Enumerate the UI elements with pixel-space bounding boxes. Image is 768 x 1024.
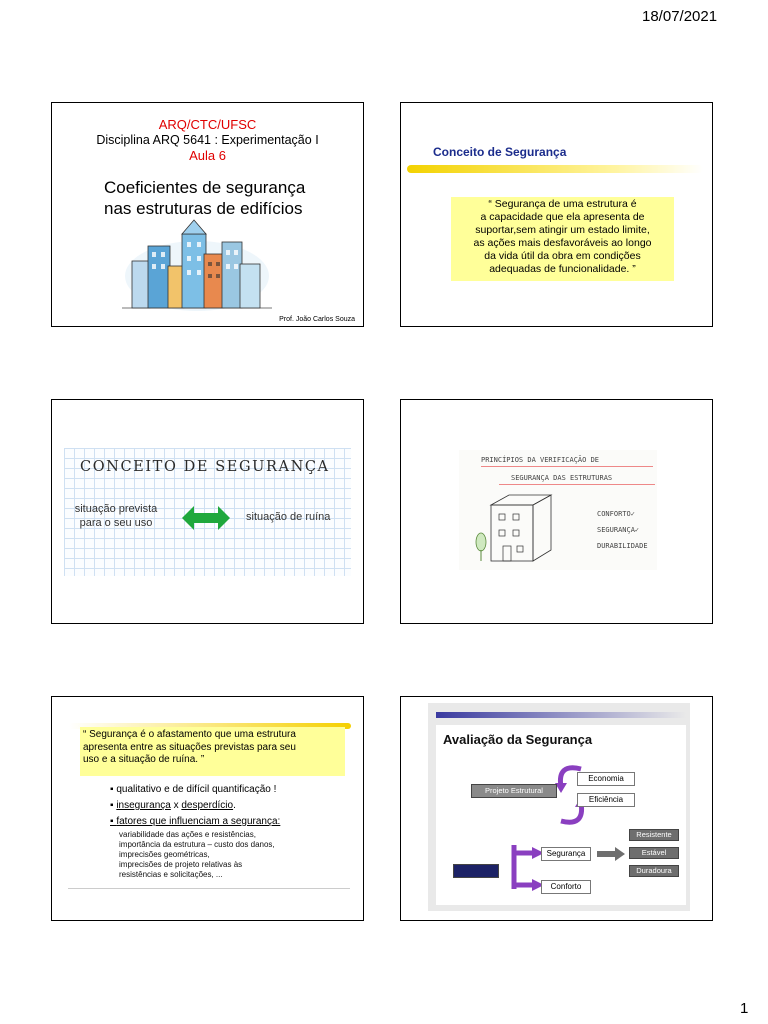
bullet-icon: ▪ — [110, 784, 117, 795]
sketch-item-durability: DURABILIDADE — [597, 542, 648, 550]
insecurity-word: insegurança — [116, 800, 171, 811]
sketch-title-line-2: SEGURANÇA DAS ESTRUTURAS — [511, 474, 613, 482]
slide-6 — [400, 696, 713, 921]
factor-line: resistências e solicitações, ... — [119, 870, 223, 879]
sketch-item-safety: SEGURANÇA✓ — [597, 526, 640, 534]
quote-line: “ Segurança de uma estrutura é — [488, 198, 637, 210]
author-credit: Prof. João Carlos Souza — [279, 316, 355, 323]
safety-definition-quote — [451, 197, 674, 281]
lesson-label: Aula 6 — [189, 148, 226, 163]
quote-line: as ações mais desfavoráveis ao longo — [473, 237, 652, 249]
slide-3-title: CONCEITO DE SEGURANÇA — [80, 459, 330, 475]
bullet-insecurity — [110, 799, 236, 812]
economy-box: Economia — [577, 772, 635, 786]
slide-2 — [400, 102, 713, 327]
bullet-factors — [110, 815, 280, 828]
ruin-situation-label: situação de ruína — [246, 511, 331, 523]
title-underline-bar — [407, 165, 703, 173]
slide-5 — [51, 696, 364, 921]
quote-line: uso e a situação de ruína. ” — [83, 754, 205, 765]
handwritten-sketch — [459, 450, 657, 570]
slide-4 — [400, 399, 713, 624]
safety-box: Segurança — [541, 847, 591, 861]
course-name: Disciplina ARQ 5641 : Experimentação I — [96, 133, 319, 147]
city-buildings-illustration — [122, 216, 272, 311]
expected-situation-label — [68, 502, 164, 530]
red-line — [481, 466, 653, 467]
safety-distance-quote — [80, 727, 345, 776]
slide-2-title: Conceito de Segurança — [433, 145, 567, 159]
quote-line: da vida útil da obra em condições — [484, 250, 641, 262]
comfort-box: Conforto — [541, 880, 591, 894]
sketch-item-comfort: CONFORTO✓ — [597, 510, 635, 518]
stable-box: Estável — [629, 847, 679, 859]
right-arrow-icon — [597, 847, 625, 861]
double-arrow-icon — [182, 505, 230, 531]
title-gradient-bar — [436, 712, 686, 718]
structural-project-box: Projeto Estrutural — [471, 784, 557, 798]
course-code: ARQ/CTC/UFSC — [158, 117, 257, 132]
expected-line-2: para o seu uso — [79, 517, 153, 529]
durable-box: Duradoura — [629, 865, 679, 877]
factor-line: imprecisões geométricas, — [119, 850, 210, 859]
title-line-1: Coeficientes de segurança — [104, 178, 306, 197]
title-line-2: nas estruturas de edifícios — [104, 199, 303, 218]
quote-line: adequadas de funcionalidade. ” — [489, 263, 636, 275]
building-cube-sketch-icon — [473, 490, 563, 565]
efficiency-box: Eficiência — [577, 793, 635, 807]
quote-line: a capacidade que ela apresenta de — [480, 211, 645, 223]
divider-line — [68, 888, 350, 889]
factor-line: variabilidade das ações e resistências, — [119, 830, 256, 839]
slide-6-title: Avaliação da Segurança — [443, 732, 593, 747]
factor-line: imprecisões de projeto relativas às — [119, 860, 243, 869]
red-line — [499, 484, 655, 485]
bullet-icon: ▪ — [110, 800, 117, 811]
branch-arrows-icon — [506, 843, 546, 893]
sketch-title-line-1: PRINCÍPIOS DA VERIFICAÇÃO DE — [481, 456, 600, 464]
bullet-text: qualitativo e de difícil quantificação ! — [116, 784, 277, 795]
slide-1-title — [104, 177, 344, 219]
bullet-icon: ▪ — [110, 816, 117, 827]
quote-line: apresenta entre as situações previstas para seu — [83, 741, 296, 753]
bullet-text: fatores que influenciam a segurança: — [116, 816, 281, 827]
bullet-qualitative — [110, 783, 276, 796]
resistant-box: Resistente — [629, 829, 679, 841]
expected-line-1: situação prevista — [74, 503, 158, 515]
factor-line: importância da estrutura – custo dos danos, — [119, 840, 275, 849]
left-navy-box: Resistência — [453, 864, 499, 878]
slide-3 — [51, 399, 364, 624]
quote-line: suportar,sem atingir um estado limite, — [475, 224, 650, 236]
waste-word: desperdício — [181, 800, 234, 811]
period: . — [233, 800, 236, 811]
page-date: 18/07/2021 — [642, 8, 718, 25]
slide-1 — [51, 102, 364, 327]
lesson-number — [52, 148, 363, 163]
quote-line: “ Segurança é o afastamento que uma estrutura — [83, 729, 296, 740]
factors-list — [119, 830, 349, 880]
page-number: 1 — [740, 1000, 749, 1017]
versus-sign: x — [170, 800, 182, 811]
